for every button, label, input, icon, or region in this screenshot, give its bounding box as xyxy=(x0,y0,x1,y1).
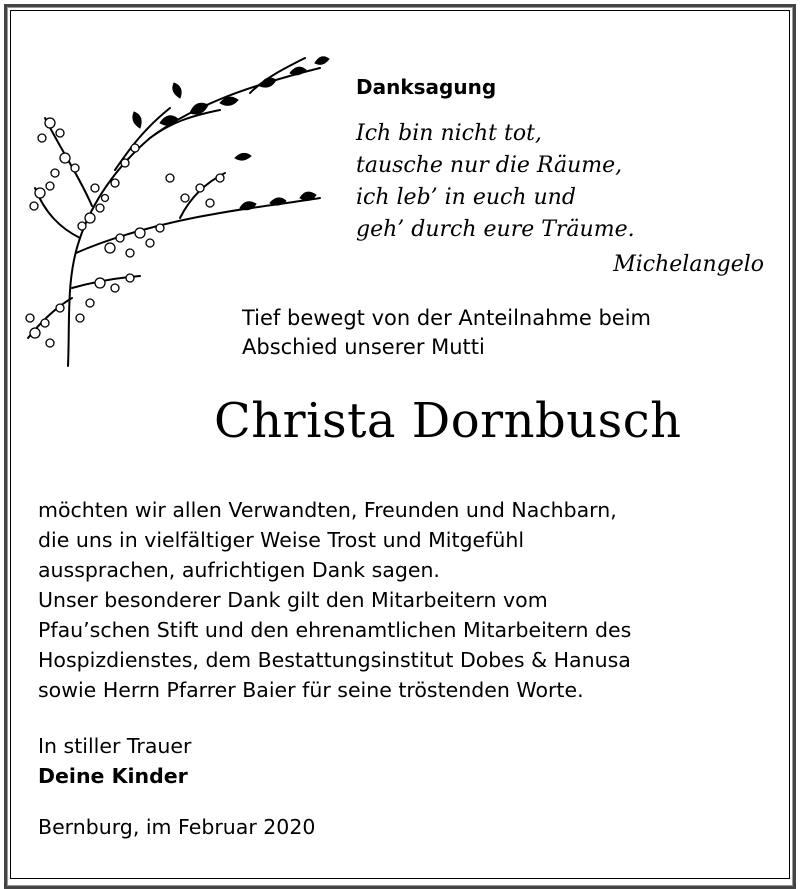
message-line: Unser besonderer Dank gilt den Mitarbeitern vom xyxy=(38,588,548,612)
message-line: aussprachen, aufrichtigen Dank sagen. xyxy=(38,558,440,582)
heading: Danksagung xyxy=(356,75,497,99)
intro-text xyxy=(242,304,651,362)
mourning-line: In stiller Trauer xyxy=(38,734,192,758)
message-line: Hospizdienstes, dem Bestattungsinstitut Dobes & Hanusa xyxy=(38,648,631,672)
poem-line: Ich bin nicht tot, xyxy=(356,121,542,146)
message-line: die uns in vielfältiger Weise Trost und Mitgefühl xyxy=(38,528,525,552)
message-line: sowie Herrn Pfarrer Baier für seine tröstenden Worte. xyxy=(38,678,584,702)
message-line: Pfau’schen Stift und den ehrenamtlichen Mitarbeitern des xyxy=(38,618,632,642)
place-date: Bernburg, im Februar 2020 xyxy=(38,815,316,839)
poem-line: ich leb’ in euch und xyxy=(356,185,576,210)
message-line: möchten wir allen Verwandten, Freunden und Nachbarn, xyxy=(38,498,617,522)
intro-line: Tief bewegt von der Anteilnahme beim xyxy=(242,306,651,330)
poem xyxy=(356,118,635,246)
poem-author: Michelangelo xyxy=(613,252,764,277)
intro-line: Abschied unserer Mutti xyxy=(242,335,485,359)
mourning-block xyxy=(38,731,191,791)
thanks-message xyxy=(38,495,778,705)
poem-line: geh’ durch eure Träume. xyxy=(356,217,635,242)
poem-line: tausche nur die Räume, xyxy=(356,153,623,178)
signature: Deine Kinder xyxy=(38,764,188,788)
deceased-name: Christa Dornbusch xyxy=(214,393,682,449)
